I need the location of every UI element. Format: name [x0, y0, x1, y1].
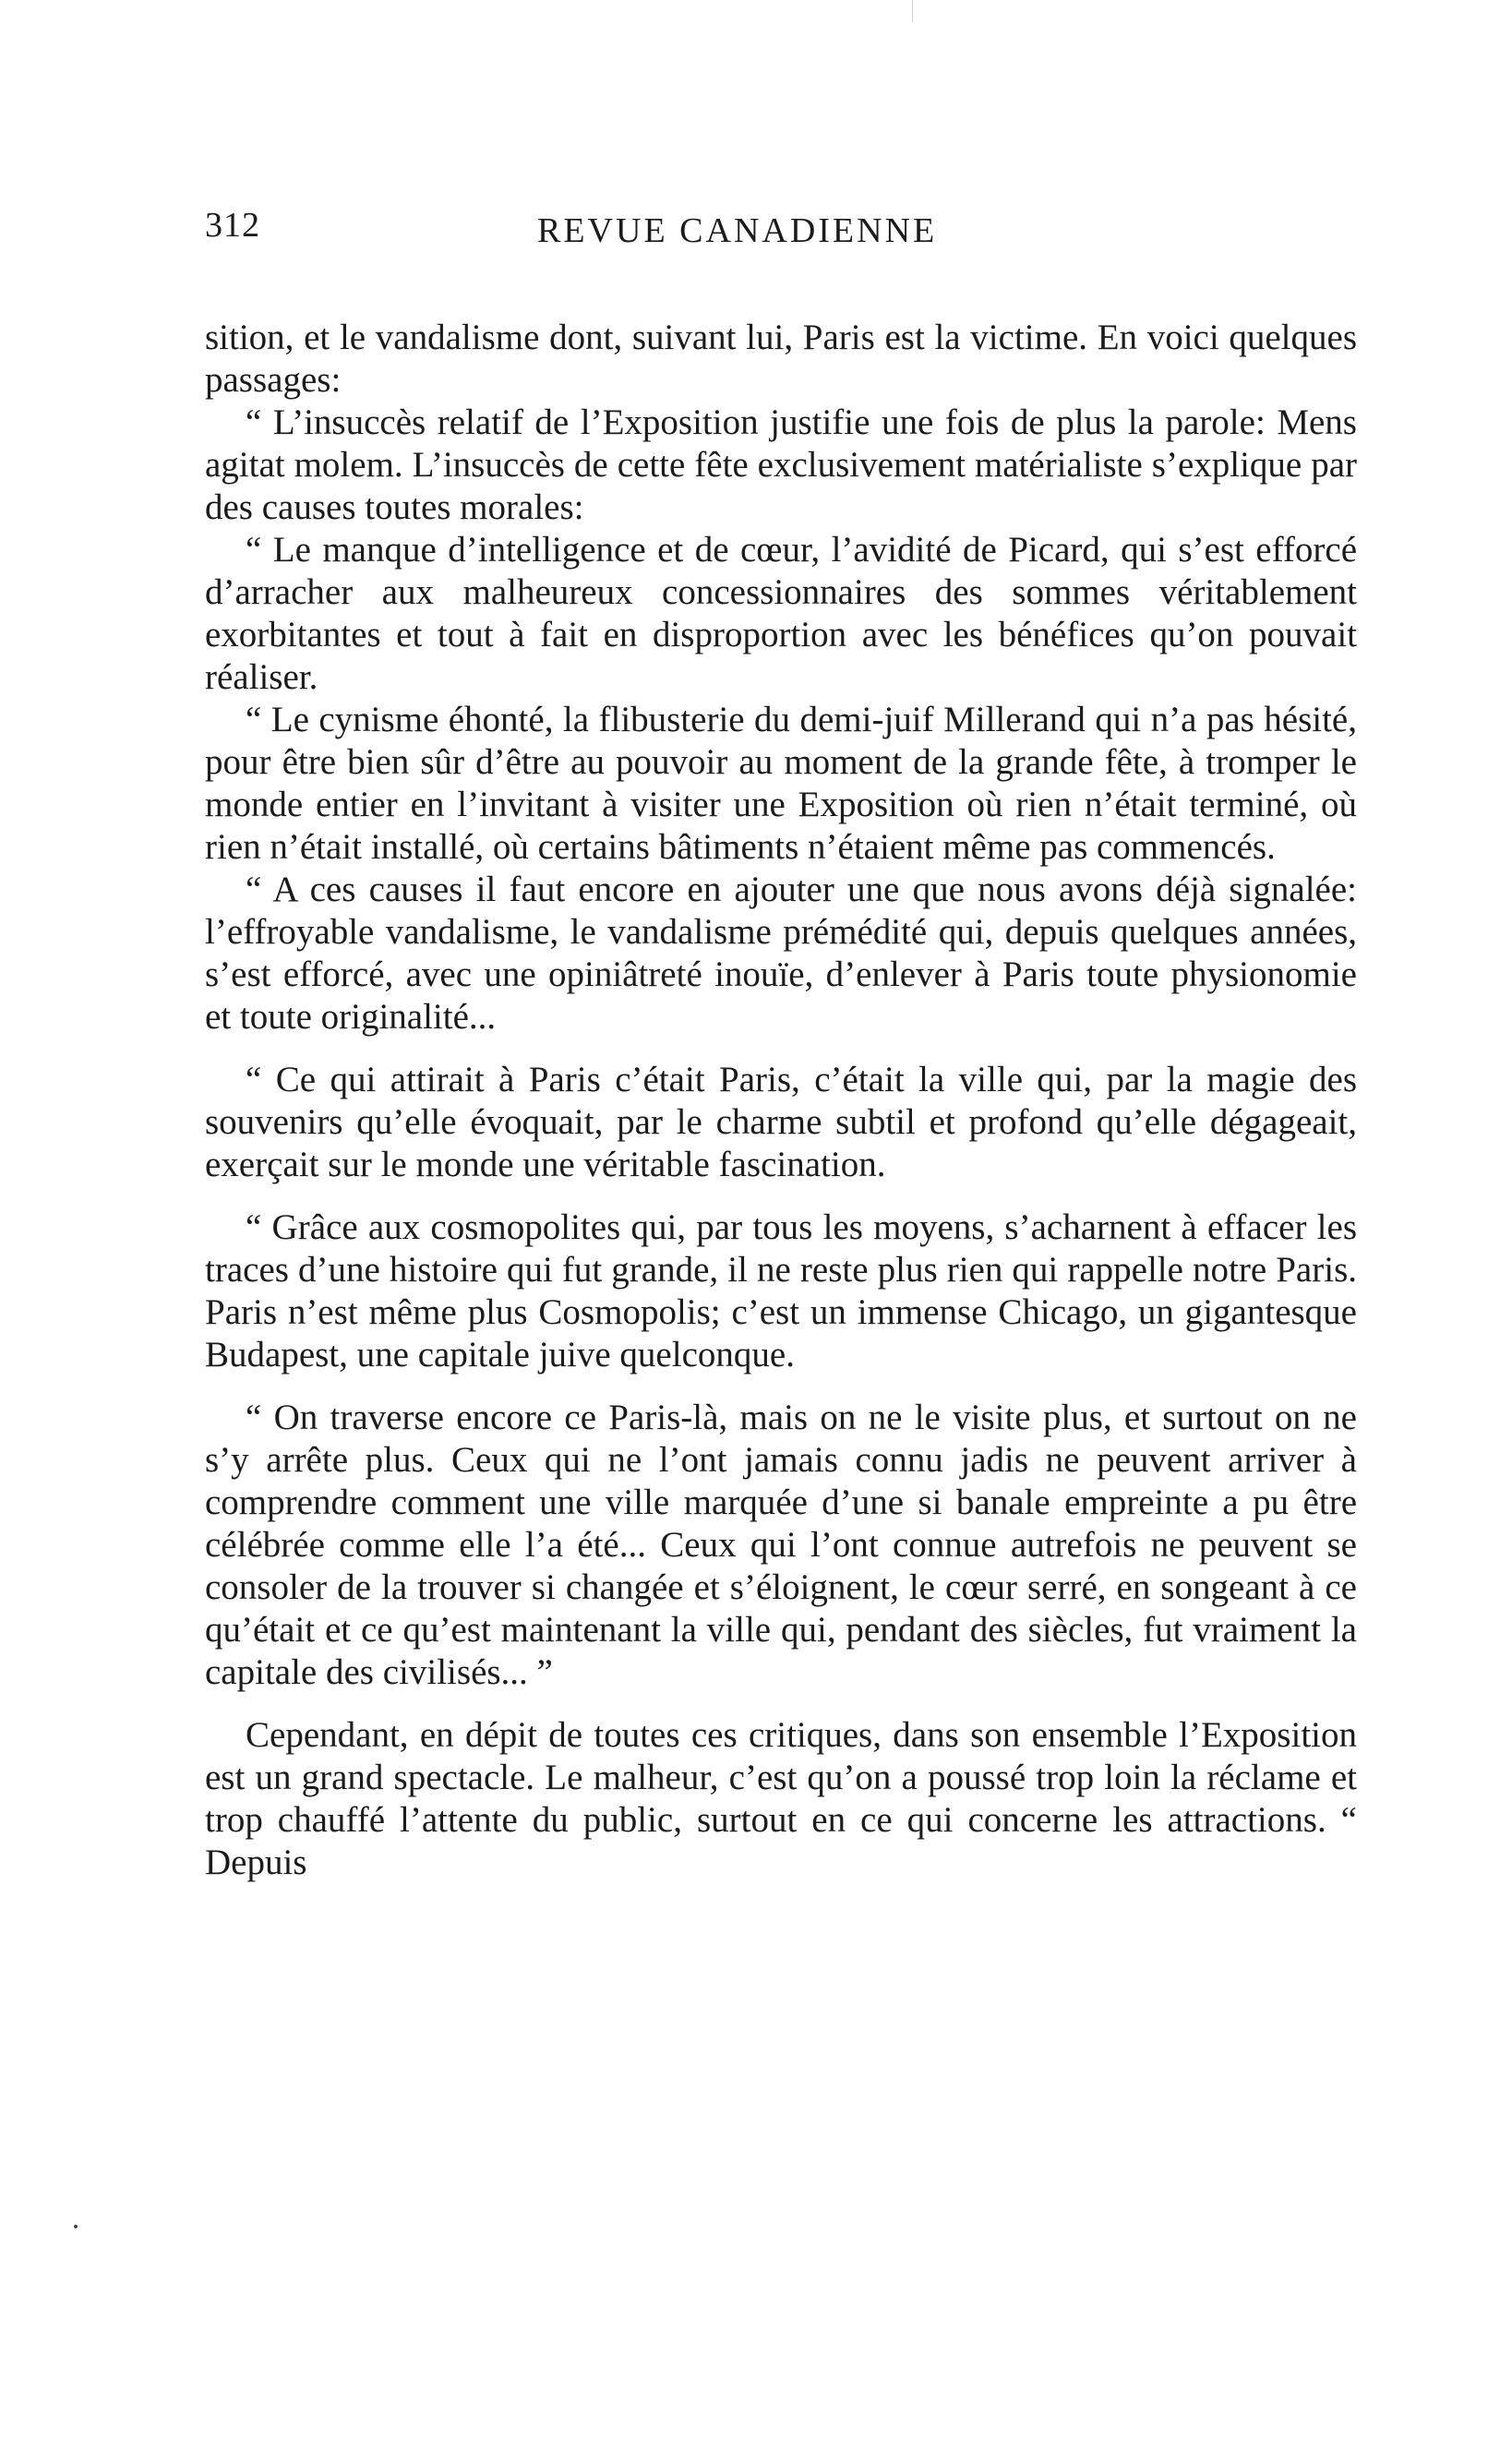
body-text: [205, 317, 1357, 1884]
page-number: 312: [205, 206, 260, 245]
page-header: [205, 205, 1350, 260]
ink-speck: [74, 2225, 78, 2228]
paragraph: Cependant, en dépit de toutes ces critiques, dans son ensemble l’Exposition est un grand spectacle. Le malheur, c’est qu’on a poussé trop loin la réclame et trop chauffé l’attente du public, surtout en ce qui concerne les attractions. “ Depuis: [205, 1715, 1357, 1882]
paragraph: “ Le cynisme éhonté, la flibusterie du demi-juif Millerand qui n’a pas hésité, pour être bien sûr d’être au pouvoir au moment de la grande fête, à tromper le monde entier en l’invitant à visiter une Exposition où rien n’était terminé, où rien n’était installé, où certains bâtiments n’étaient même pas commencés.: [205, 700, 1357, 867]
paragraph: “ Grâce aux cosmopolites qui, par tous les moyens, s’acharnent à effacer les traces d’une histoire qui fut grande, il ne reste plus rien qui rappelle notre Paris. Paris n’est même plus Cosmopolis; c’est un immense Chicago, un gigantesque Budapest, une capitale juive quelconque.: [205, 1207, 1357, 1375]
paragraph: “ Le manque d’intelligence et de cœur, l’avidité de Picard, qui s’est efforcé d’arracher aux malheureux concessionnaires des sommes véritablement exorbitantes et tout à fait en disproportion avec les bénéfices qu’on pouvait réaliser.: [205, 530, 1357, 697]
scan-mark: [912, 0, 913, 22]
paragraph: “ L’insuccès relatif de l’Exposition justifie une fois de plus la parole: Mens agitat molem. L’insuccès de cette fête exclusivement matérialiste s’explique par des causes toutes morales:: [205, 402, 1357, 527]
running-head: REVUE CANADIENNE: [537, 211, 938, 250]
paragraph: sition, et le vandalisme dont, suivant lui, Paris est la victime. En voici quelques passages:: [205, 318, 1357, 400]
paragraph: “ A ces causes il faut encore en ajouter une que nous avons déjà signalée: l’effroyable vandalisme, le vandalisme prémédité qui, depuis quelques années, s’est efforcé, avec une opiniâtreté inouïe, d’enlever à Paris toute physionomie et toute originalité...: [205, 870, 1357, 1037]
paragraph: “ On traverse encore ce Paris-là, mais on ne le visite plus, et surtout on ne s’y arrête plus. Ceux qui ne l’ont jamais connu jadis ne peuvent arriver à comprendre comment une ville marquée d’une si banale empreinte a pu être célébrée comme elle l’a été... Ceux qui l’ont connue autrefois ne peuvent se consoler de la trouver si changée et s’éloignent, le cœur serré, en songeant à ce qu’était et ce qu’est maintenant la ville qui, pendant des siècles, fut vraiment la capitale des civilisés... ”: [205, 1398, 1357, 1692]
paragraph: “ Ce qui attirait à Paris c’était Paris, c’était la ville qui, par la magie des souvenirs qu’elle évoquait, par le charme subtil et profond qu’elle dégageait, exerçait sur le monde une véritable fascination.: [205, 1060, 1357, 1184]
